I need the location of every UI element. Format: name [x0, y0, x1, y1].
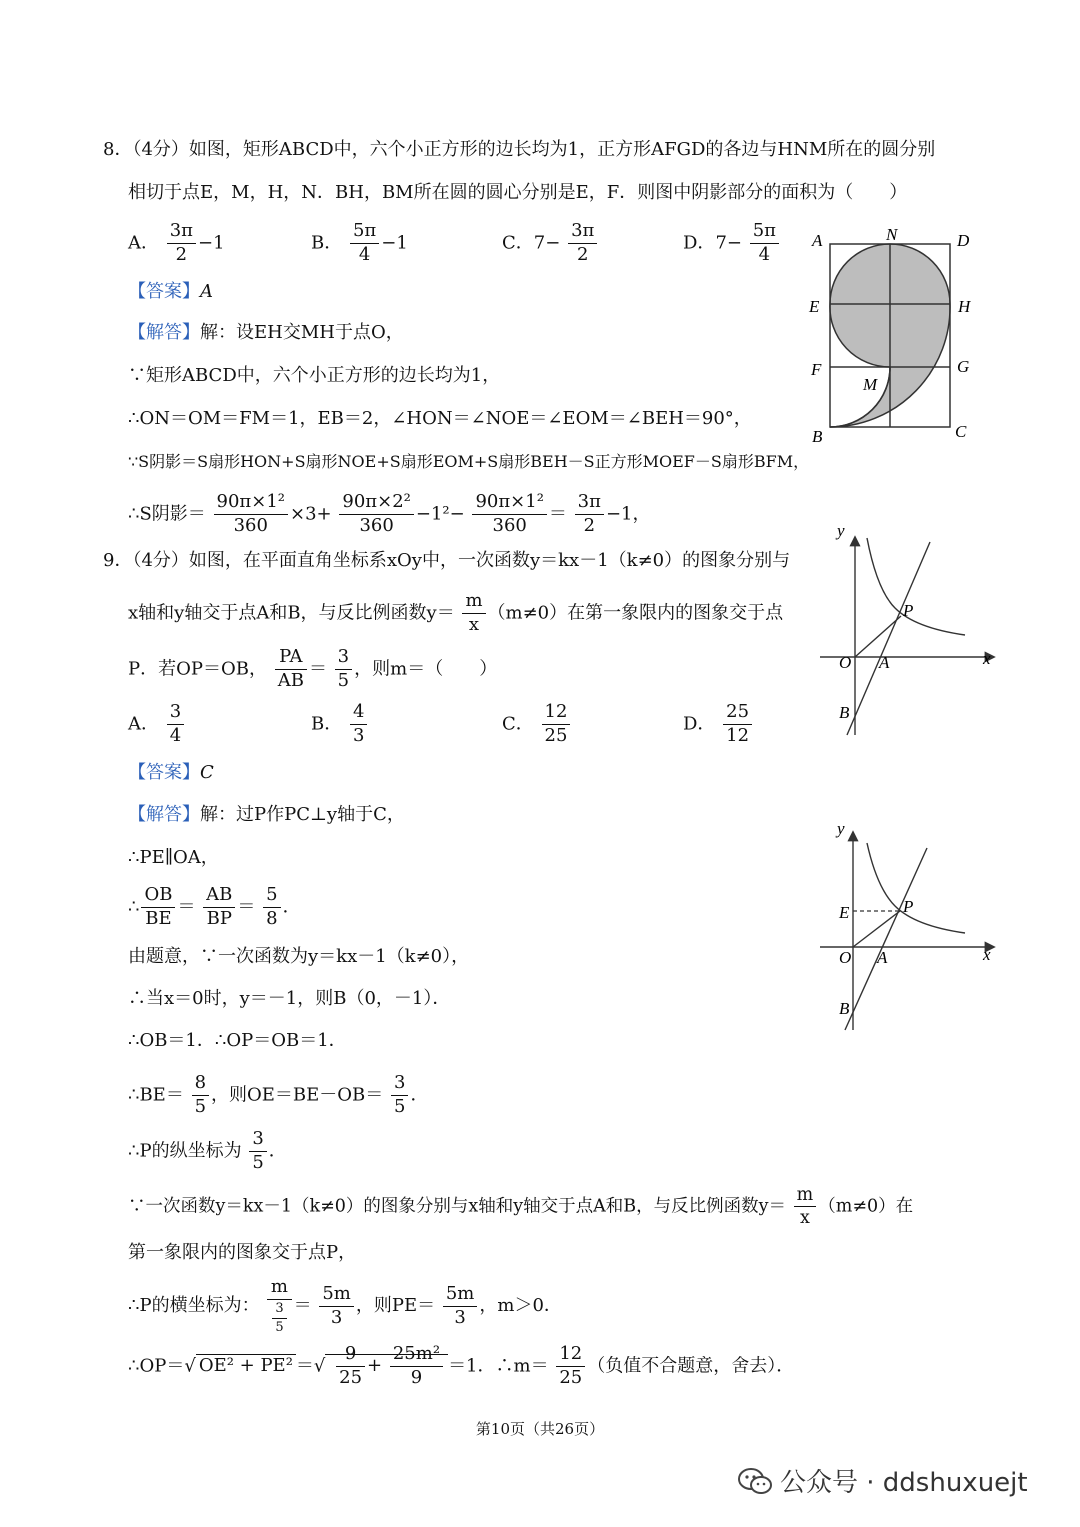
q9-solution-line10: 第一象限内的图象交于点P， [128, 1242, 357, 1263]
label-N: N [886, 225, 898, 244]
q9-option-d: D． $\frac{25}{12}$ [683, 703, 754, 746]
svg-text:O: O [839, 653, 852, 672]
q8-solution-line2: ∵矩形ABCD中，六个小正方形的边长均为1， [128, 365, 501, 386]
watermark [738, 1462, 1028, 1499]
q8-answer: 【答案】A [128, 281, 213, 302]
label-E: E [809, 297, 820, 316]
wechat-icon [738, 1467, 772, 1495]
q8-option-b: B． $\frac{5\pi}{4}$ −1 [311, 220, 408, 265]
q8-solution-line4: ∵S阴影＝S扇形HON+S扇形NOE+S扇形EOM+S扇形BEH－S正方形MOEF－S扇形BFM， [128, 452, 810, 471]
svg-text:x: x [983, 945, 991, 964]
q9-stem-line3: P．若OP＝OB， $\frac{PA}{AB}$ ＝ $\frac{3}{5}$ ，则m＝（ ） [128, 646, 498, 691]
q8-option-c: C．7− $\frac{3\pi}{2}$ [502, 222, 599, 265]
label-A: A [812, 231, 823, 250]
q9-solution-line2: ∴PE∥OA， [128, 847, 219, 868]
q9-solution-line11: ∴P的横坐标为： $\frac{m}{\frac{3}{5}}$ ＝ $\frac{5m}{3}$ ，则PE＝ $\frac{5m}{3}$ ，m＞0． [128, 1276, 562, 1335]
q9-solution-line12: ∴OP＝√ OE² + PE² ＝√ $\frac{9}{25}$ + $\frac{\text{25m²}}{9}$ ＝1．∴m＝ $\frac{12}{25}$ （负值不合题意，舍去）． [128, 1343, 795, 1388]
label-B: B [812, 427, 823, 446]
q9-solution-line4: 由题意，∵一次函数为y＝kx－1（k≠0）， [128, 946, 470, 967]
q8-option-d: D．7− $\frac{5\pi}{4}$ [683, 222, 781, 265]
q9-solution-line1: 【解答】解：过P作PC⊥y轴于C， [128, 804, 405, 825]
q9-solution-line6: ∴OB＝1．∴OP＝OB＝1． [128, 1030, 347, 1051]
svg-text:B: B [839, 703, 850, 722]
page-footer: 第10页（共26页） [475, 1420, 605, 1438]
svg-text:A: A [877, 948, 888, 967]
q9-option-b: B． $\frac{4}{3}$ [311, 703, 369, 746]
q8-solution-line1: 【解答】解：设EH交MH于点O， [128, 322, 404, 343]
svg-text:A: A [879, 653, 890, 672]
svg-text:P: P [903, 897, 914, 916]
q9-solution-line7: ∴BE＝ $\frac{8}{5}$ ，则OE＝BE－OB＝ $\frac{3}{5}$ ． [128, 1072, 429, 1117]
q9-option-c: C． $\frac{12}{25}$ [502, 703, 572, 746]
q9-figure-2 [815, 818, 1000, 1038]
svg-text:y: y [837, 819, 845, 838]
q9-stem-line1: 9．（4分）如图，在平面直角坐标系xOy中，一次函数y＝kx－1（k≠0）的图象分别与 [103, 550, 791, 571]
q8-stem-line2: 相切于点E，M，H，N．BH，BM所在圆的圆心分别是E，F．则图中阴影部分的面积为（ ） [128, 182, 908, 203]
svg-text:P: P [903, 601, 914, 620]
q9-solution-line9: ∵一次函数y＝kx－1（k≠0）的图象分别与x轴和y轴交于点A和B，与反比例函数y＝ $\frac{m}{x}$ （m≠0）在 [128, 1185, 914, 1229]
q9-figure-1 [815, 520, 1000, 745]
q9-answer: 【答案】C [128, 762, 214, 783]
q8-solution-line5: ∴S阴影＝ $\frac{\text{90π×1²}}{360}$ ×3+ $\frac{\text{90π×2²}}{360}$ −1²− $\frac{\text{90π×1²}}{360}$ ＝ $\frac{3\pi}{2}$ −1， [128, 491, 651, 536]
label-H: H [958, 297, 971, 316]
svg-text:O: O [839, 948, 852, 967]
label-M: M [863, 375, 878, 394]
watermark-text: 公众号 · ddshuxuejt [780, 1468, 1028, 1498]
q8-stem-line1: 8．（4分）如图，矩形ABCD中，六个小正方形的边长均为1，正方形AFGD的各边与HNM所在的圆分别 [103, 139, 936, 160]
label-F: F [811, 360, 822, 379]
label-D: D [957, 231, 970, 250]
svg-text:E: E [839, 903, 850, 922]
q9-solution-line5: ∴当x＝0时，y＝－1，则B（0，－1）． [128, 988, 451, 1009]
svg-text:B: B [839, 999, 850, 1018]
q9-solution-line8: ∴P的纵坐标为 $\frac{3}{5}$ ． [128, 1128, 287, 1173]
label-G: G [957, 357, 970, 376]
q8-figure [800, 222, 985, 447]
q9-option-a: A． $\frac{3}{4}$ [128, 703, 186, 746]
svg-text:x: x [983, 649, 991, 668]
q9-solution-line3: ∴ $\frac{OB}{BE}$ ＝ $\frac{AB}{BP}$ ＝ $\frac{5}{8}$ ． [128, 884, 301, 929]
q8-solution-line3: ∴ON＝OM＝FM＝1，EB＝2，∠HON＝∠NOE＝∠EOM＝∠BEH＝90°， [128, 408, 752, 429]
label-C: C [955, 422, 967, 441]
svg-text:y: y [837, 521, 845, 540]
q9-stem-line2: x轴和y轴交于点A和B，与反比例函数y＝ $\frac{m}{x}$ （m≠0）在第一象限内的图象交于点 [128, 590, 784, 635]
q8-option-a: A． $\frac{3\pi}{2}$ −1 [128, 220, 225, 265]
